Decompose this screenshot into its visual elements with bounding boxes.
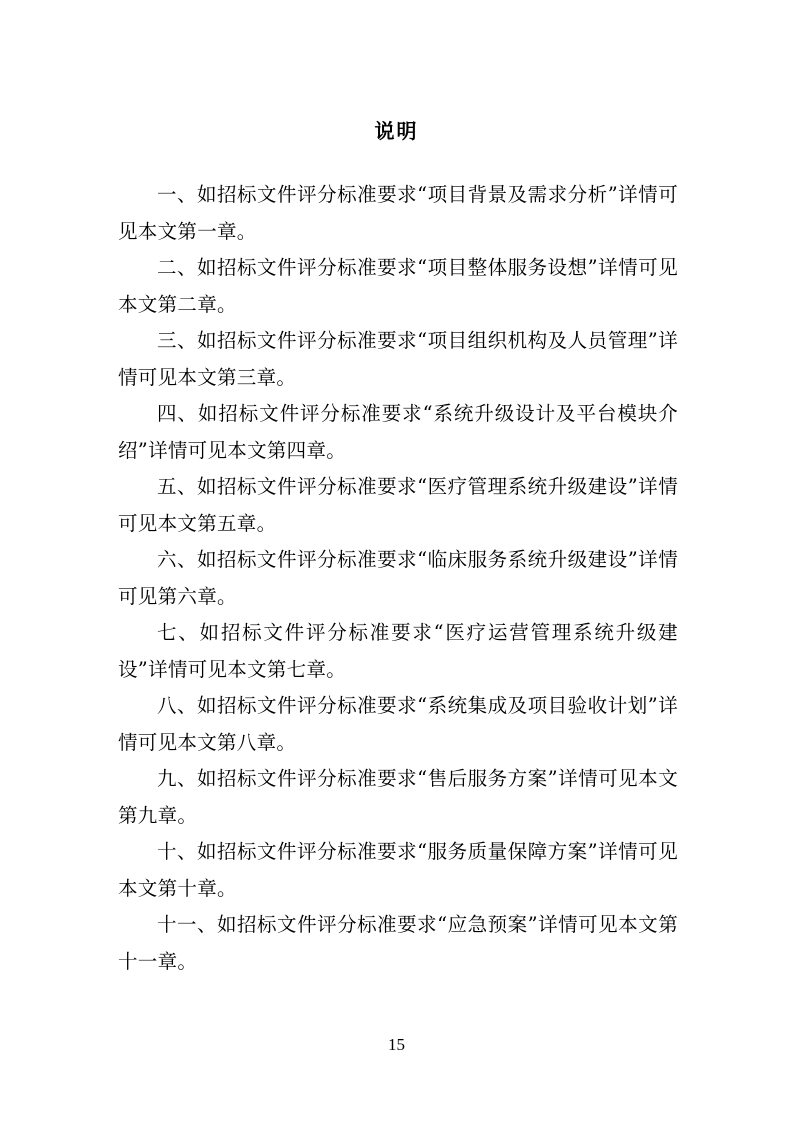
page-number: 15 <box>388 1035 405 1054</box>
explanation-list <box>118 177 678 980</box>
list-item-11: 十一、如招标文件评分标准要求“应急预案”详情可见本文第十一章。 <box>118 913 678 973</box>
list-item-7: 七、如招标文件评分标准要求“医疗运营管理系统升级建设”详情可见本文第七章。 <box>118 621 678 681</box>
list-item-8: 八、如招标文件评分标准要求“系统集成及项目验收计划”详情可见本文第八章。 <box>118 694 678 754</box>
list-item-4: 四、如招标文件评分标准要求“系统升级设计及平台模块介绍”详情可见本文第四章。 <box>118 402 678 462</box>
list-item-3: 三、如招标文件评分标准要求“项目组织机构及人员管理”详情可见本文第三章。 <box>118 329 678 389</box>
list-item-2: 二、如招标文件评分标准要求“项目整体服务设想”详情可见本文第二章。 <box>118 256 678 316</box>
list-item-10: 十、如招标文件评分标准要求“服务质量保障方案”详情可见本文第十章。 <box>118 840 678 900</box>
list-item-9: 九、如招标文件评分标准要求“售后服务方案”详情可见本文第九章。 <box>118 767 678 827</box>
list-item-1: 一、如招标文件评分标准要求“项目背景及需求分析”详情可见本文第一章。 <box>118 183 678 243</box>
page-title: 说明 <box>374 119 419 144</box>
list-item-5: 五、如招标文件评分标准要求“医疗管理系统升级建设”详情可见本文第五章。 <box>118 475 678 535</box>
list-item-6: 六、如招标文件评分标准要求“临床服务系统升级建设”详情可见第六章。 <box>118 548 678 608</box>
